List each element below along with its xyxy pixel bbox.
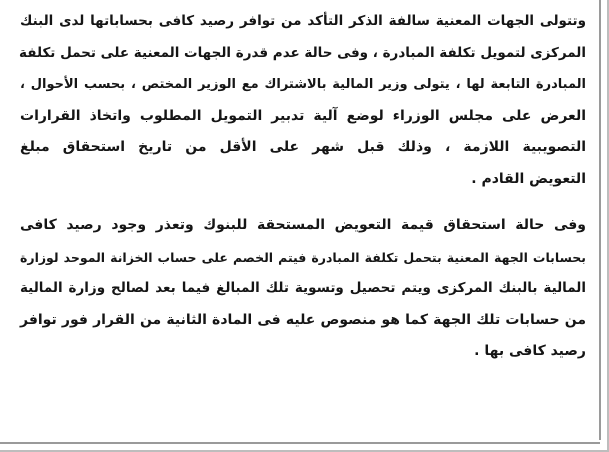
paragraph-2-line-3: المالية بالبنك المركزى ويتم تحصيل وتسوية تلك المبالغ فيما بعد لصالح وزارة المالية bbox=[20, 280, 586, 296]
paragraph-1 bbox=[20, 6, 586, 195]
paragraph-1-line-4: العرض على مجلس الوزراء لوضع آلية تدبير التمويل المطلوب واتخاذ القرارات bbox=[20, 107, 586, 124]
paragraph-1-line-1: وتتولى الجهات المعنية سالفة الذكر التأكد من توافر رصيد كافى بحساباتها لدى البنك bbox=[20, 13, 586, 29]
paragraph-1-line-3: المبادرة التابعة لها ، يتولى وزير المالية بالاشتراك مع الوزير المختص ، بحسب الأحوال ، bbox=[20, 77, 586, 92]
paragraph-2-line-2: بحسابات الجهة المعنية بتحمل تكلفة المبادرة فيتم الخصم على حساب الخزانة الموحد لوزارة bbox=[20, 249, 586, 265]
paragraph-1-line-5: التصويبية اللازمة ، وذلك قبل شهر على الأقل من تاريخ استحقاق مبلغ bbox=[20, 139, 586, 155]
paragraph-1-line-2: المركزى لتمويل تكلفة المبادرة ، وفى حالة عدم قدرة الجهات المعنية على تحمل تكلفة bbox=[19, 44, 586, 61]
paragraph-2-line-1: وفى حالة استحقاق قيمة التعويض المستحقة للبنوك وتعذر وجود رصيد كافى bbox=[20, 217, 586, 233]
paragraph-2 bbox=[20, 210, 586, 368]
document-text bbox=[20, 6, 586, 368]
paragraph-2-line-4: من حسابات تلك الجهة كما هو منصوص عليه فى المادة الثانية من القرار فور توافر bbox=[20, 311, 586, 328]
paragraph-gap bbox=[20, 195, 586, 210]
paragraph-1-line-6: التعويض القادم . bbox=[471, 170, 586, 187]
page-edge-bottom bbox=[0, 442, 600, 444]
page-edge-right bbox=[599, 0, 601, 440]
paragraph-2-line-5: رصيد كافى بها . bbox=[474, 343, 586, 359]
